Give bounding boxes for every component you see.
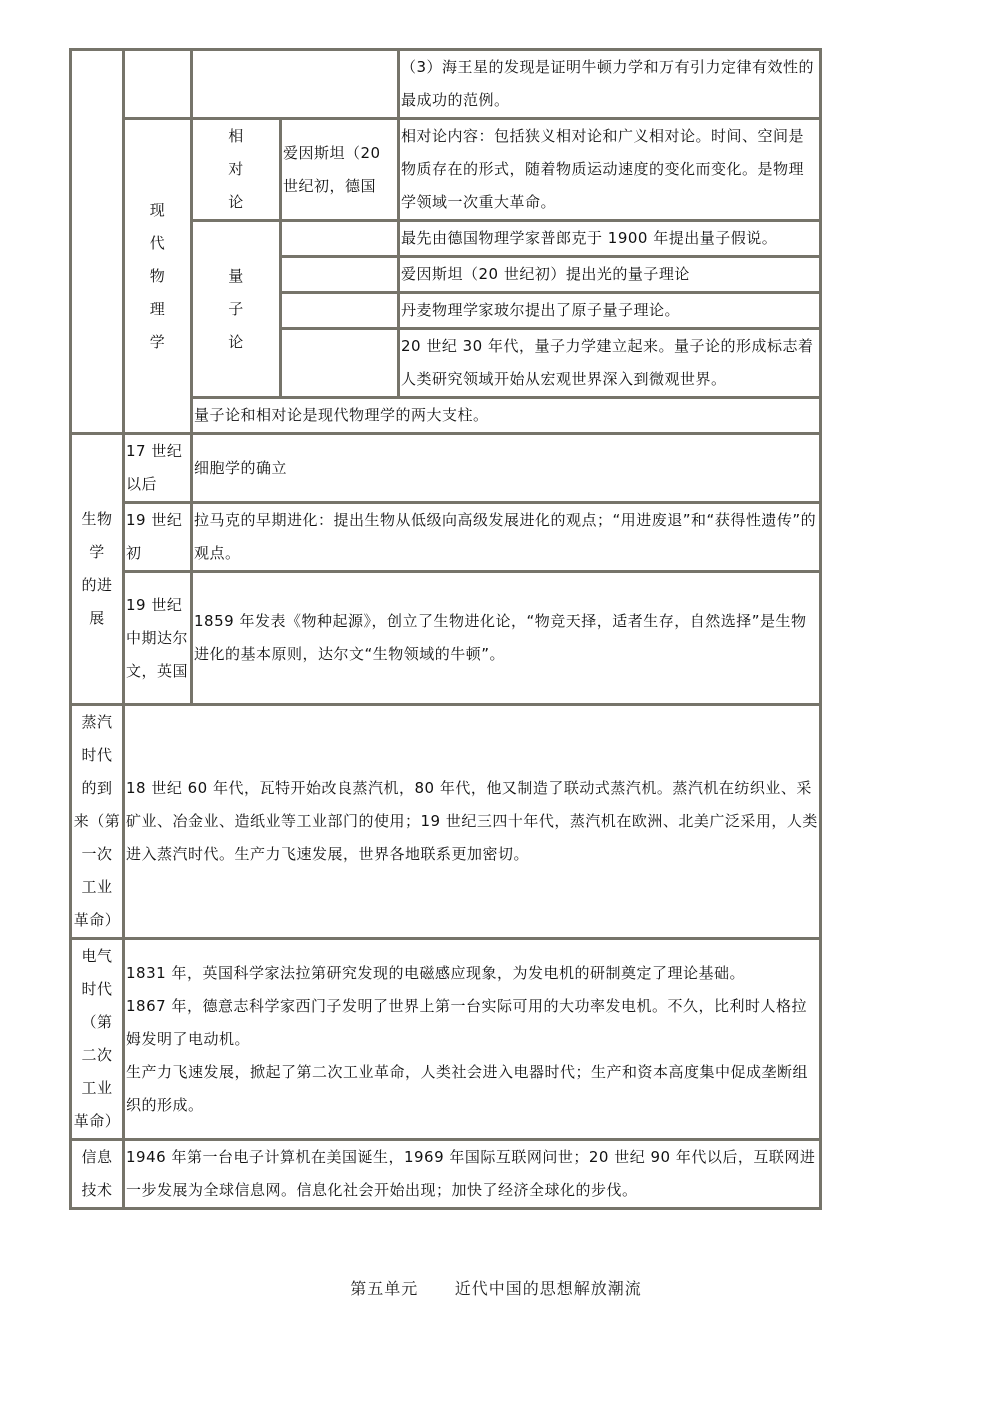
relativity-label (192, 119, 281, 221)
table-row (71, 572, 821, 705)
label-char: 子 (228, 299, 244, 318)
label-char: 电气 (81, 947, 113, 965)
table-row (71, 705, 821, 939)
label-char: 相 (228, 127, 244, 145)
label-char: 展 (89, 609, 105, 627)
history-table (69, 48, 822, 1210)
unit-title: 近代中国的思想解放潮流 (454, 1279, 642, 1298)
steam-label (71, 705, 124, 939)
label-char: 量 (228, 266, 244, 285)
quantum-item: 丹麦物理学家玻尔提出了原子量子理论。 (399, 293, 821, 329)
relativity-person: 爱因斯坦（20世纪初，德国 (281, 119, 399, 221)
info-label (71, 1140, 124, 1209)
label-char: 的进 (81, 576, 113, 594)
newton-note: （3）海王星的发现是证明牛顿力学和万有引力定律有效性的最成功的范例。 (399, 50, 821, 119)
quantum-label (192, 221, 281, 398)
label-char: （第 (81, 1013, 113, 1031)
label-char: 信息 (81, 1148, 113, 1166)
label-char: 代 (149, 233, 166, 252)
modern-physics-label (124, 119, 192, 434)
label-char: 蒸汽 (81, 713, 113, 731)
biology-period: 19 世纪初 (124, 503, 192, 572)
biology-content: 拉马克的早期进化：提出生物从低级向高级发展进化的观点；“用进废退”和“获得性遗传”的观点。 (192, 503, 821, 572)
label-char: 二次 (81, 1046, 113, 1064)
label-char: 一次 (81, 845, 113, 863)
empty-cell (124, 50, 192, 119)
unit-heading (0, 1276, 992, 1299)
electric-line: 生产力飞速发展，掀起了第二次工业革命，人类社会进入电器时代；生产和资本高度集中促成垄断组织的形成。 (126, 1062, 809, 1114)
info-content: 1946 年第一台电子计算机在美国诞生，1969 年国际互联网问世；20 世纪 90 年代以后，互联网进一步发展为全球信息网。信息化社会开始出现；加快了经济全球化的步伐。 (124, 1140, 821, 1209)
electric-label (71, 939, 124, 1140)
label-char: 工业 (81, 878, 113, 896)
empty-cell (281, 257, 399, 293)
label-char: 现 (149, 200, 166, 219)
label-char: 对 (228, 160, 244, 178)
electric-line: 1867 年，德意志科学家西门子发明了世界上第一台实际可用的大功率发电机。不久，比利时人格拉姆发明了电动机。 (126, 996, 807, 1048)
electric-content (124, 939, 821, 1140)
label-char: 的到 (81, 779, 113, 797)
unit-number: 第五单元 (350, 1279, 419, 1298)
label-char: 工业 (81, 1079, 113, 1097)
biology-content: 细胞学的确立 (192, 434, 821, 503)
label-char: 学 (149, 332, 166, 351)
label-char: 理 (149, 299, 166, 318)
label-char: 来（第 (73, 812, 121, 830)
table-row (71, 434, 821, 503)
label-char: 革命） (73, 911, 121, 929)
quantum-item: 最先由德国物理学家普郎克于 1900 年提出量子假说。 (399, 221, 821, 257)
empty-cell (281, 329, 399, 398)
label-char: 论 (228, 332, 244, 351)
biology-period: 17 世纪以后 (124, 434, 192, 503)
quantum-item: 20 世纪 30 年代，量子力学建立起来。量子论的形成标志着人类研究领域开始从宏观世界深入到微观世界。 (399, 329, 821, 398)
label-char: 时代 (81, 980, 113, 998)
label-char: 革命） (73, 1112, 121, 1130)
quantum-item: 爱因斯坦（20 世纪初）提出光的量子理论 (399, 257, 821, 293)
physics-summary: 量子论和相对论是现代物理学的两大支柱。 (192, 398, 821, 434)
relativity-content: 相对论内容：包括狭义相对论和广义相对论。时间、空间是物质存在的形式，随着物质运动速度的变化而变化。是物理学领域一次重大革命。 (399, 119, 821, 221)
table-row (71, 939, 821, 1140)
label-char: 时代 (81, 746, 113, 764)
label-char: 技术 (81, 1181, 113, 1199)
empty-category-cell (71, 50, 124, 434)
table-row (71, 50, 821, 119)
table-row (71, 503, 821, 572)
label-char: 生物 (81, 510, 113, 528)
biology-label (71, 434, 124, 705)
empty-cell (192, 50, 399, 119)
biology-period: 19 世纪中期达尔文，英国 (124, 572, 192, 705)
steam-content: 18 世纪 60 年代，瓦特开始改良蒸汽机，80 年代，他又制造了联动式蒸汽机。蒸汽机在纺织业、采矿业、冶金业、造纸业等工业部门的使用；19 世纪三四十年代，蒸汽机在欧洲、北美广泛采用，人类进入蒸汽时代。生产力飞速发展，世界各地联系更加密切。 (124, 705, 821, 939)
label-char: 物 (149, 266, 166, 285)
table-row (71, 1140, 821, 1209)
label-char: 学 (89, 543, 105, 561)
empty-cell (281, 293, 399, 329)
biology-content: 1859 年发表《物种起源》，创立了生物进化论，“物竞天择，适者生存，自然选择”是生物进化的基本原则，达尔文“生物领域的牛顿”。 (192, 572, 821, 705)
label-char: 论 (228, 193, 244, 211)
electric-line: 1831 年，英国科学家法拉第研究发现的电磁感应现象，为发电机的研制奠定了理论基础。 (126, 963, 745, 982)
empty-cell (281, 221, 399, 257)
table-row (71, 119, 821, 221)
